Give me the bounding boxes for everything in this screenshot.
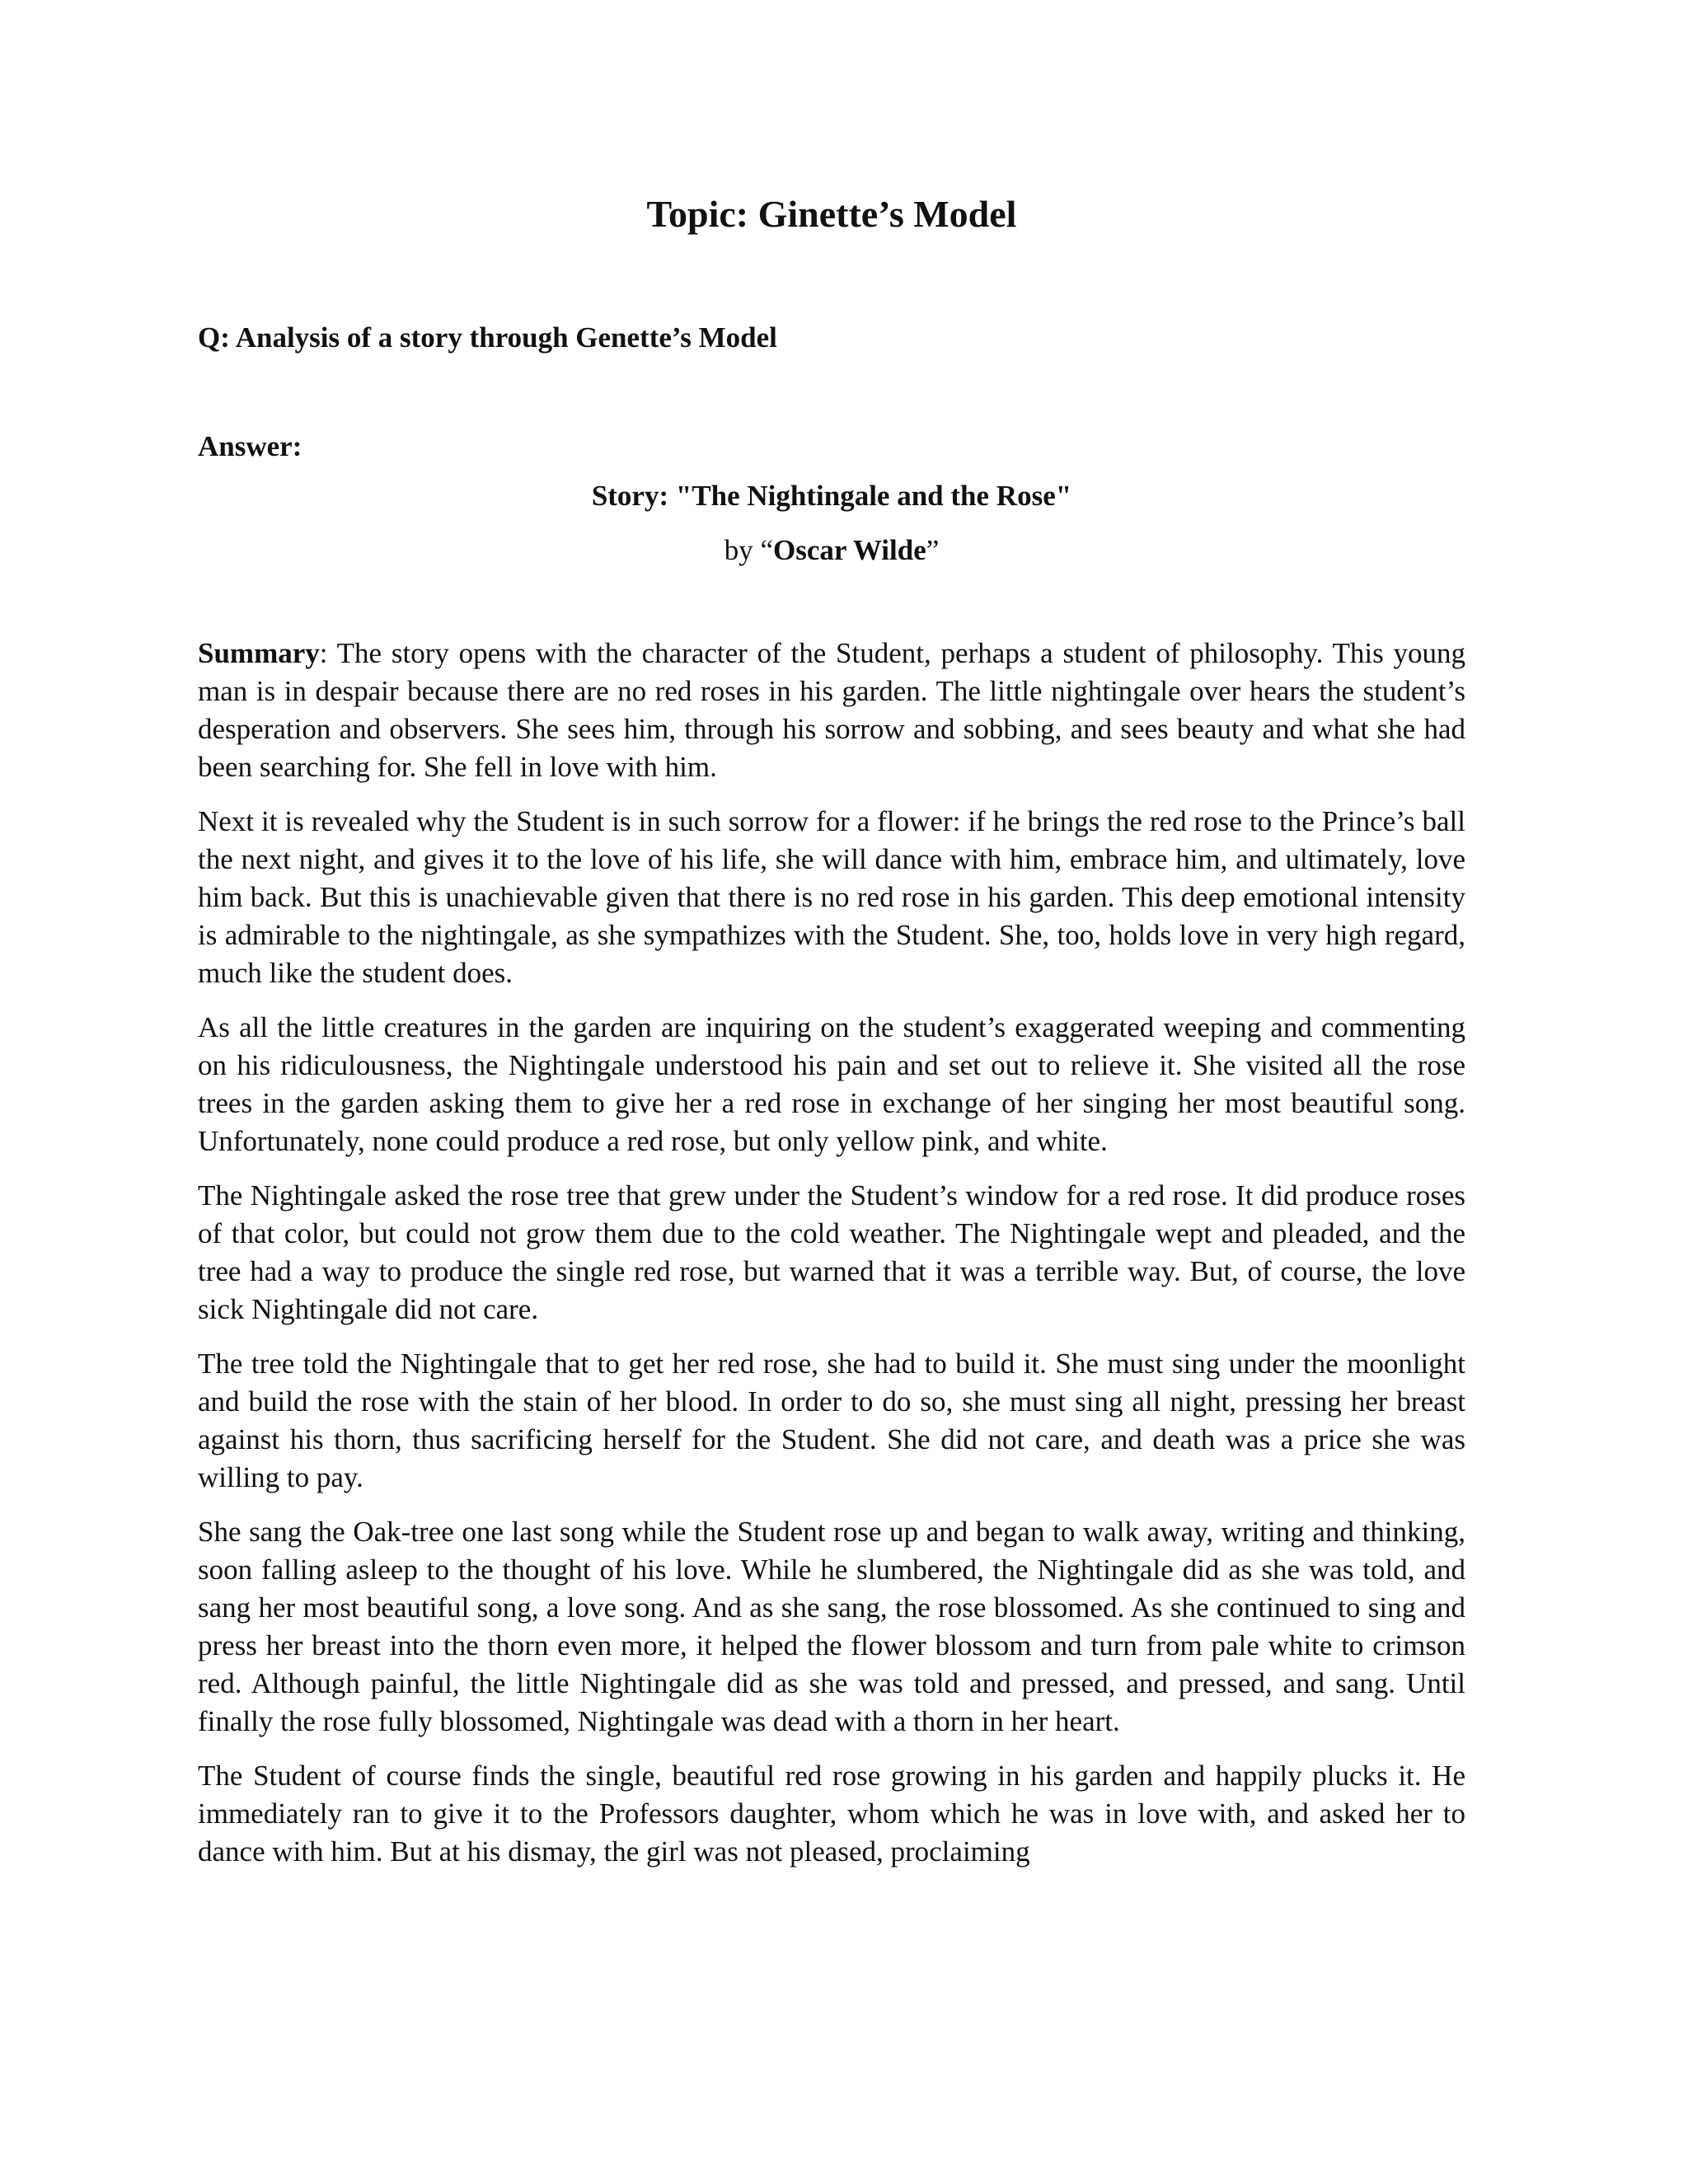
body-paragraph: Next it is revealed why the Student is in such sorrow for a flower: if he brings the red rose to the Prince’s ball the next night, and gives it to the love of his life, she will dance with him, embrace him, and ultimately, love him back. But this is unachievable given that there is no red rose in his garden. This deep emotional intensity is admirable to the nightingale, as she sympathizes with the Student. She, too, holds love in very high regard, much like the student does. (198, 805, 1465, 989)
author-prefix: by “ (724, 534, 774, 566)
body-paragraph: She sang the Oak-tree one last song while the Student rose up and began to walk away, writing and thinking, soon falling asleep to the thought of his love. While he slumbered, the Nightingale did as she was told, and sang her most beautiful song, a love song. And as she sang, the rose blossomed. As she continued to sing and press her breast into the thorn even more, it helped the flower blossom and turn from pale white to crimson red. Although painful, the little Nightingale did as she was told and pressed, and pressed, and sang. Until finally the rose fully blossomed, Nightingale was dead with a thorn in her heart. (198, 1516, 1465, 1737)
body-paragraph: The Student of course finds the single, beautiful red rose growing in his garden and happily plucks it. He immediately ran to give it to the Professors daughter, whom which he was in love with, and asked her to dance with him. But at his dismay, the girl was not pleased, proclaiming (198, 1760, 1465, 1868)
story-title: Story: "The Nightingale and the Rose" (591, 480, 1072, 512)
summary-paragraph (198, 635, 1465, 786)
author-name: Oscar Wilde (773, 534, 926, 566)
page-title: Topic: Ginette’s Model (646, 193, 1017, 235)
document-page (198, 0, 1465, 2184)
story-author (198, 532, 1465, 569)
body-paragraph: The tree told the Nightingale that to get her red rose, she had to build it. She must sing under the moonlight and build the rose with the stain of her blood. In order to do so, she must sing all night, pressing her breast against his thorn, thus sacrificing herself for the Student. She did not care, and death was a price she was willing to pay. (198, 1347, 1465, 1493)
summary-label: Summary (198, 637, 320, 669)
answer-label: Answer: (198, 430, 302, 462)
body-paragraph: The Nightingale asked the rose tree that grew under the Student’s window for a red rose. It did produce roses of that color, but could not grow them due to the cold weather. The Nightingale wept and pleaded, and the tree had a way to produce the single red rose, but warned that it was a terrible way. But, of course, the love sick Nightingale did not care. (198, 1179, 1465, 1325)
summary-text: : The story opens with the character of the Student, perhaps a student of philosophy. This young man is in despair because there are no red roses in his garden. The little nightingale over hears the student’s desperation and observers. She sees him, through his sorrow and sobbing, and sees beauty and what she had been searching for. She fell in love with him. (198, 637, 1465, 783)
author-suffix: ” (926, 534, 940, 566)
document-body (198, 635, 1465, 1887)
question-heading: Q: Analysis of a story through Genette’s Model (198, 321, 777, 354)
body-paragraph: As all the little creatures in the garden are inquiring on the student’s exaggerated weeping and commenting on his ridiculousness, the Nightingale understood his pain and set out to relieve it. She visited all the rose trees in the garden asking them to give her a red rose in exchange of her singing her most beautiful song. Unfortunately, none could produce a red rose, but only yellow pink, and white. (198, 1011, 1465, 1157)
